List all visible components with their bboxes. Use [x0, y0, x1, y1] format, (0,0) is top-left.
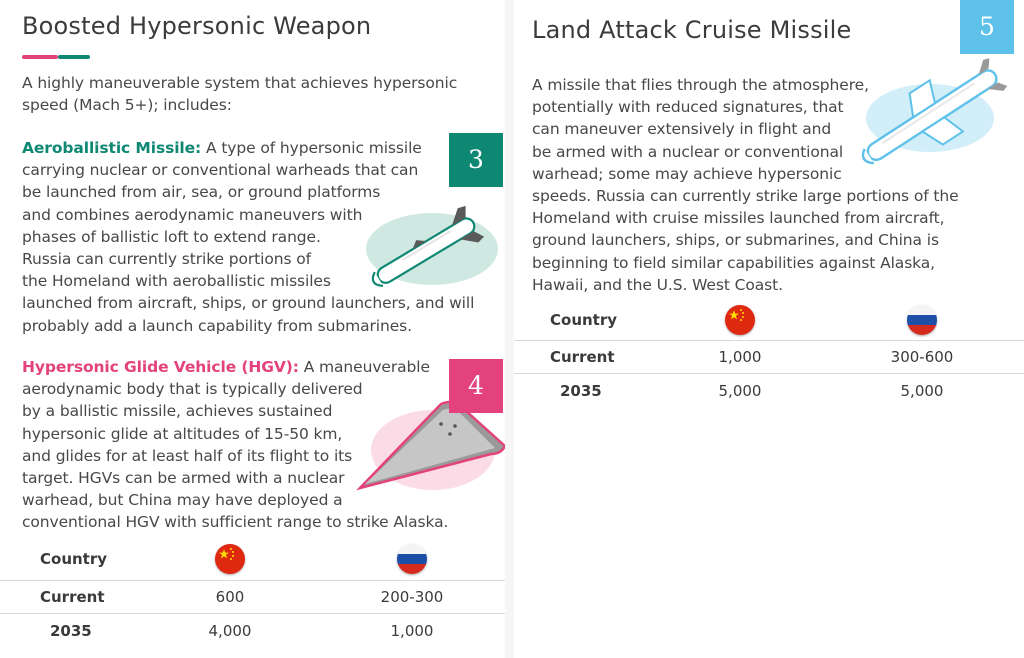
- table-divider: [514, 340, 1024, 341]
- text-line: speeds. Russia can currently strike large portions of the: [532, 187, 959, 206]
- china-value: 600: [215, 588, 245, 606]
- russia-value: 300-600: [890, 348, 954, 366]
- text-line: Homeland with cruise missiles launched from aircraft,: [532, 209, 945, 228]
- text-line: beginning to field similar capabilities against Alaska,: [532, 253, 936, 272]
- text-line: can maneuver extensively in flight and: [532, 120, 832, 139]
- russia-flag-icon: [397, 544, 427, 574]
- title-accent-teal: [58, 55, 90, 59]
- russia-value: 1,000: [390, 622, 434, 640]
- section-number-badge: 5: [960, 0, 1014, 54]
- china-flag-icon: [215, 544, 245, 574]
- text-line: be armed with a nuclear or conventional: [532, 142, 844, 161]
- table-divider: [0, 580, 505, 581]
- title-accent-pink: [22, 55, 58, 59]
- text-line: and glides for at least half of its flight to its: [22, 446, 353, 465]
- text-line: hypersonic glide at altitudes of 15-50 km,: [22, 424, 343, 443]
- text-line: potentially with reduced signatures, that: [532, 98, 844, 117]
- section-number-badge: 4: [449, 359, 503, 413]
- row-label: 2035: [50, 622, 92, 640]
- row-label: Current: [550, 348, 615, 366]
- row-label: 2035: [560, 382, 602, 400]
- table-header-row: [0, 550, 505, 580]
- intro-line: speed (Mach 5+); includes:: [22, 96, 232, 115]
- table-row: [0, 622, 505, 646]
- text-line: Russia can currently strike portions of: [22, 250, 312, 269]
- text-line: probably add a launch capability from submarines.: [22, 316, 412, 335]
- cruise-missile-paragraph: [532, 74, 1012, 296]
- capability-table: [514, 300, 1024, 410]
- china-value: 1,000: [718, 348, 762, 366]
- text-line: warhead, but China may have deployed a: [22, 491, 343, 510]
- table-row: [514, 348, 1024, 372]
- text-line: A type of hypersonic missile: [201, 139, 422, 157]
- text-line: aerodynamic body that is typically delivered: [22, 380, 363, 399]
- intro-line: A highly maneuverable system that achieves hypersonic: [22, 74, 458, 92]
- russia-flag-icon: [907, 305, 937, 335]
- aeroballistic-paragraph: [22, 137, 492, 337]
- text-line: ground launchers, ships, or submarines, and China is: [532, 231, 939, 250]
- china-flag-icon: [725, 305, 755, 335]
- text-line: by a ballistic missile, achieves sustained: [22, 402, 333, 421]
- table-divider: [514, 373, 1024, 374]
- text-line: be launched from air, sea, or ground platforms: [22, 183, 381, 202]
- text-line: launched from aircraft, ships, or ground launchers, and will: [22, 294, 475, 313]
- russia-value: 5,000: [900, 382, 944, 400]
- china-value: 4,000: [208, 622, 252, 640]
- country-header: Country: [40, 550, 108, 568]
- text-line: conventional HGV with sufficient range to strike Alaska.: [22, 513, 449, 532]
- text-line: A missile that flies through the atmosphere,: [532, 76, 869, 94]
- table-divider: [0, 613, 505, 614]
- text-line: carrying nuclear or conventional warheads that can: [22, 161, 419, 180]
- text-line: the Homeland with aeroballistic missiles: [22, 272, 331, 291]
- intro-paragraph: [22, 72, 457, 116]
- table-row: [514, 382, 1024, 406]
- country-header: Country: [550, 311, 618, 329]
- text-line: target. HGVs can be armed with a nuclear: [22, 469, 345, 488]
- text-line: A maneuverable: [298, 358, 430, 376]
- capability-table: [0, 540, 505, 658]
- text-line: and combines aerodynamic maneuvers with: [22, 205, 363, 224]
- text-line: Hawaii, and the U.S. West Coast.: [532, 275, 783, 294]
- section-title: Land Attack Cruise Missile: [532, 16, 852, 44]
- boosted-hypersonic-weapon-panel: [0, 0, 505, 658]
- table-header-row: [514, 311, 1024, 341]
- land-attack-cruise-missile-panel: [514, 0, 1024, 658]
- russia-value: 200-300: [380, 588, 444, 606]
- hgv-paragraph: [22, 356, 492, 534]
- china-value: 5,000: [718, 382, 762, 400]
- aeroballistic-label: Aeroballistic Missile:: [22, 139, 202, 157]
- table-row: [0, 588, 505, 612]
- text-line: warhead; some may achieve hypersonic: [532, 164, 842, 183]
- section-title: Boosted Hypersonic Weapon: [22, 12, 372, 40]
- text-line: phases of ballistic loft to extend range.: [22, 227, 321, 246]
- hgv-label: Hypersonic Glide Vehicle (HGV):: [22, 358, 299, 376]
- section-number-badge: 3: [449, 133, 503, 187]
- row-label: Current: [40, 588, 105, 606]
